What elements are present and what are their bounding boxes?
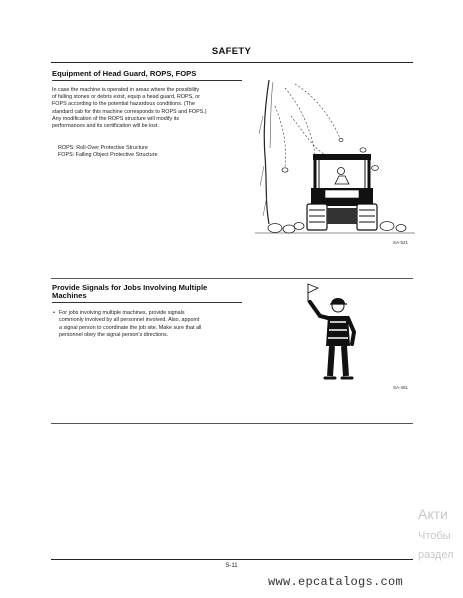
section1-line: performances and its certification will be lost. <box>52 123 159 130</box>
section1-line: In case the machine is operated in areas where the possibility <box>52 87 200 93</box>
activation-watermark-line: раздел <box>418 549 454 561</box>
list-item <box>52 310 242 340</box>
section1-line: standard cab for this machine corresponds to ROPS and FOPS.) <box>52 108 207 115</box>
section1-definitions <box>58 145 244 159</box>
bullet-line: personnel obey the signal person's directions. <box>59 332 169 339</box>
section1-line: of falling stones or debris exist, equip a head guard, ROPS, or <box>52 94 201 101</box>
section1-line: FOPS according to the potential hazardous conditions. (The <box>52 101 195 108</box>
rops-falling-objects-illustration <box>255 76 415 244</box>
signal-person-illustration <box>298 282 370 386</box>
bullet-line: a signal person to coordinate the job site. Make sure that all <box>59 324 202 331</box>
section1-paragraph <box>52 87 238 130</box>
figure-code-sa521: SA-521 <box>393 240 409 245</box>
activation-watermark-line: Чтобы <box>418 530 451 542</box>
fops-definition: FOPS: Falling Object Protective Structure <box>58 152 158 159</box>
section2-title-line: Machines <box>52 291 87 300</box>
site-watermark: www.epcatalogs.com <box>268 575 404 589</box>
rops-definition: ROPS: Roll-Over Protective Structure <box>58 145 148 151</box>
header-divider <box>51 62 413 63</box>
page-number: S-11 <box>225 563 238 569</box>
bullet-line: commonly involved by all personnel involved. Also, appoint <box>59 317 200 324</box>
page-header-title: SAFETY <box>211 46 252 57</box>
section-divider <box>51 278 413 279</box>
activation-watermark-line: Акти <box>418 506 448 522</box>
section2-bullet-list <box>52 310 242 340</box>
footer-divider <box>51 559 413 560</box>
section2-title-line: Provide Signals for Jobs Involving Multiple <box>52 283 208 292</box>
figure-code-sa481: SA-481 <box>393 385 409 390</box>
section-divider <box>51 423 413 424</box>
section1-line: Any modification of the ROPS structure will modify its <box>52 115 180 122</box>
bullet-line: For jobs involving multiple machines, provide signals <box>59 310 185 316</box>
bullet-marker: • <box>53 310 55 316</box>
section1-title: Equipment of Head Guard, ROPS, FOPS <box>52 70 242 81</box>
section2-title <box>52 284 242 303</box>
